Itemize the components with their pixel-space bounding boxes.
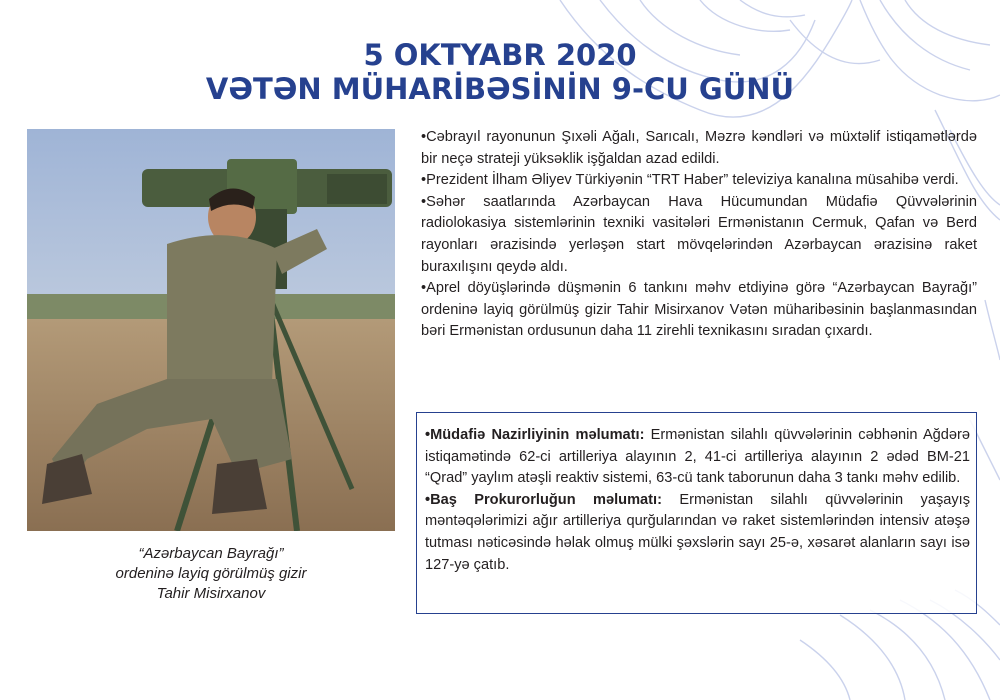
news-list	[421, 127, 977, 343]
news-item-president-interview: •Prezident İlham Əliyev Türkiyənin “TRT Haber” televiziya kanalına müsahibə verdi.	[421, 172, 959, 189]
page-title	[0, 38, 1000, 106]
photo-caption	[27, 544, 395, 604]
caption-line-3: Tahir Misirxanov	[156, 585, 266, 602]
prosecutor-info	[425, 490, 970, 576]
news-item-misirxanov: •Aprel döyüşlərində düşmənin 6 tankını məhv etdiyinə görə “Azərbaycan Bayrağı” ordeninə layiq görülmüş gizir Tahir Misirxanov Vətən müharibəsinin başlanmasından bəri Ermənistan ordusunun daha 11 zirehli texnikasını sıradan çıxardı.	[421, 280, 977, 340]
defense-ministry-heading: •Müdafiə Nazirliyinin məlumatı:	[425, 427, 645, 443]
soldier-photo	[27, 129, 395, 531]
news-item-liberated-villages: •Cəbrayıl rayonunun Şıxəli Ağalı, Sarıcalı, Məzrə kəndləri və müxtəlif istiqamətlərdə bir neçə strateji yüksəklik işğaldan azad edildi.	[421, 129, 977, 167]
soldier-with-missile-launcher-photo-icon	[27, 129, 395, 531]
prosecutor-text: Ermənistan silahlı qüvvələrinin yaşayış məntəqələrimizi ağır artilleriya qurğularından və raket sistemlərindən intensiv atəşə tutması nəticəsində həlak olmuş mülki şəxslərin sayı 25-ə, xəsarət alanların sayı isə 127-yə çatıb.	[425, 491, 970, 573]
caption-line-2: ordeninə layiq görülmüş gizir	[115, 565, 307, 582]
title-subtitle: VƏTƏN MÜHARİBƏSİNİN 9-CU GÜNÜ	[205, 72, 795, 106]
prosecutor-heading: •Baş Prokurorluğun məlumatı:	[425, 491, 662, 508]
defense-ministry-text: Ermənistan silahlı qüvvələrinin cəbhənin Ağdərə istiqamətində 62-ci artilleriya alayının 2, 41-ci artilleriya alayının 2 ədəd BM-21 “Qrad” yaylım atəşli reaktiv sistemi, 63-cü tank taborunun daha 3 tankı məhv edilib.	[425, 427, 970, 487]
defense-ministry-info	[425, 425, 970, 490]
official-info-box	[416, 412, 977, 614]
caption-line-1: “Azərbaycan Bayrağı”	[138, 545, 284, 562]
title-date: 5 OKTYABR 2020	[363, 38, 637, 72]
news-item-air-defense: •Səhər saatlarında Azərbaycan Hava Hücumundan Müdafiə Qüvvələrinin radiolokasiya sistemlərinin texniki vasitələri Ermənistanın Cermuk, Qafan və Berd rayonları ərazisində yerləşən start mövqelərindən Azərbaycan ərazisinə raket buraxılışını qeydə aldı.	[421, 193, 977, 275]
